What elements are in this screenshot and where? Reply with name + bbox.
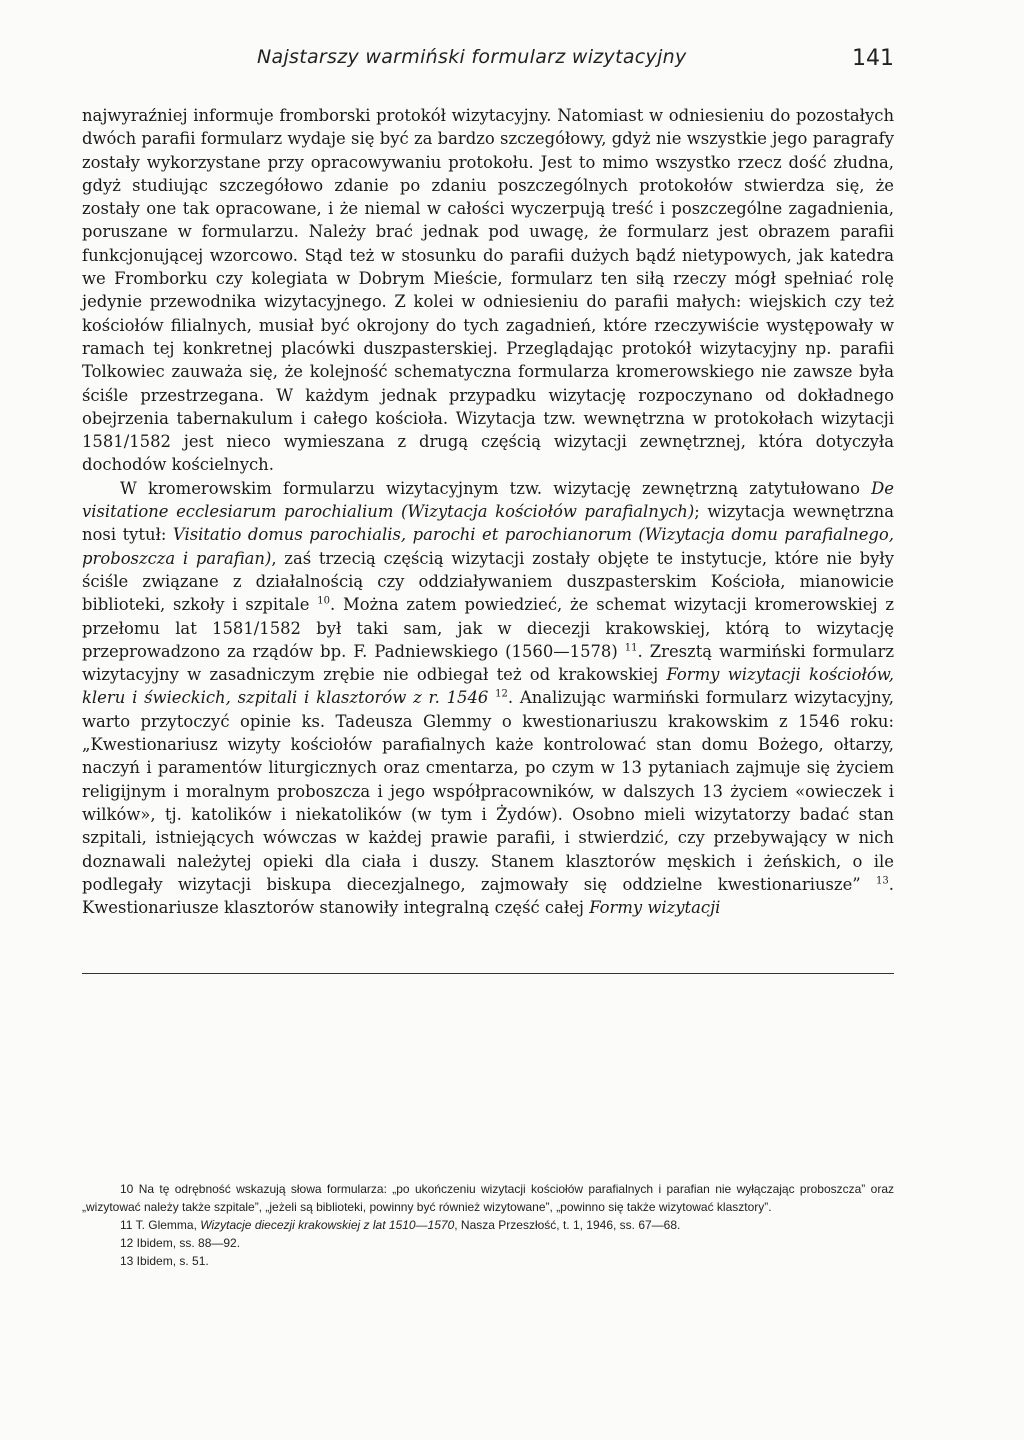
paragraph-2-text-3: , zaś trzecią częścią wizytacji zostały objęte te instytucje, które nie były ściśle związane z działalnością czy oddziaływaniem duszpasterskim Kościoła, mianowicie biblioteki, szkoły i szpitale [82,548,894,615]
footnote-11-rest: , Nasza Przeszłość, t. 1, 1946, ss. 67—68. [454,1218,681,1232]
paragraph-2-text-1: W kromerowskim formularzu wizytacyjnym tzw. wizytację zewnętrzną zatytułowano [120,478,872,498]
paragraph-2-text-5: . Zresztą warmiński formularz wizytacyjny w zasadniczym zrębie nie odbiegał też od krakowskiej [82,641,894,685]
paragraph-1: najwyraźniej informuje fromborski protokół wizytacyjny. Natomiast w odniesieniu do pozostałych dwóch parafii formularz wydaje się być za bardzo szczegółowy, gdyż nie wszystkie jego paragrafy zostały wykorzystane przy opracowywaniu protokołu. Jest to mimo wszystko rzecz dość złudna, gdyż studiując szczegółowo zdanie po zdaniu poszczególnych protokołów stwierdza się, że zostały one tak opracowane, i że niemal w całości wyczerpują treść i poszczególne zagadnienia, poruszane w formularzu. Należy brać jednak pod uwagę, że formularz jest obrazem parafii funkcjonującej wzorcowo. Stąd też w stosunku do parafii dużych bądź nietypowych, jak katedra we Fromborku czy kolegiata w Dobrym Mieście, formularz ten siłą rzeczy mógł spełniać rolę jedynie przewodnika wizytacyjnego. Z kolei w odniesieniu do parafii małych: wiejskich czy też kościołów filialnych, musiał być okrojony do tych zagadnień, które rzeczywiście występowały w ramach tej konkretnej placówki duszpasterskiej. Przeglądając protokół wizytacyjny np. parafii Tolkowiec zauważa się, że kolejność schematyczna formularza kromerowskiego nie zawsze była ściśle przestrzegana. W każdym jednak przypadku wizytację rozpoczynano od dokładnego obejrzenia tabernakulum i całego kościoła. Wizytacja tzw. wewnętrzna w protokołach wizytacji 1581/1582 jest nieco wymieszana z drugą częścią wizytacji zewnętrznej, która dotyczyła dochodów kościelnych. [82,106,894,475]
page-header [82,42,894,82]
footnote-12: 12 Ibidem, ss. 88—92. [120,1236,241,1250]
footnote-13: 13 Ibidem, s. 51. [120,1254,209,1268]
footnotes [82,1180,894,1270]
footnote-11-title: Wizytacje diecezji krakowskiej z lat 1510—1570 [200,1218,455,1232]
paragraph-2-text-7: . Kwestionariusze klasztorów stanowiły integralną część całej [82,874,894,918]
italic-title-forma-end: Formy wizytacji [589,898,721,918]
footnote-divider [82,973,894,974]
footnote-ref-10: 10 [317,595,330,607]
main-text [82,104,894,919]
paragraph-2 [82,477,894,920]
italic-title-forma: Formy wizytacji kościołów, kleru i świeckich, szpitali i klasztorów z r. 1546 [82,665,894,708]
paragraph-2-text-4: . Można zatem powiedzieć, że schemat wizytacji kromerowskiej z przełomu lat 1581/1582 był taki sam, jak w diecezji krakowskiej, którą to wizytację przeprowadzono za rządów bp. F. Padniewskiego (1560—1578) [82,595,894,661]
latin-title-internal: Visitatio domus parochialis, parochi et parochianorum (Wizytacja domu parafialnego, proboszcza i parafian) [82,525,894,568]
paragraph-2-text-2: ; wizytacja wewnętrzna nosi tytuł: [82,502,894,545]
footnote-ref-13: 13 [876,875,889,887]
footnote-10: 10 Na tę odrębność wskazują słowa formularza: „po ukończeniu wizytacji kościołów parafialnych i parafian nie wyłączając proboszcza” oraz „wizytować należy także szpitale”, „jeżeli są biblioteki, powinny być również wizytowane”, „powinno się także wizytować klasztory”. [82,1182,894,1214]
paragraph-2-text-6: . Analizując warmiński formularz wizytacyjny, warto przytoczyć opinie ks. Tadeusza Glemmy o kwestionariuszu krakowskim z 1546 roku: „Kwestionariusz wizyty kościołów parafialnych każe kontrolować stan domu Bożego, ołtarzy, naczyń i paramentów liturgicznych oraz cmentarza, po czym w 13 pytaniach zajmuje się życiem religijnym i moralnym proboszcza i jego współpracowników, w dalszych 13 życiem «owieczek i wilków», tj. katolików i niekatolików (w tym i Żydów). Osobno mieli wizytatorzy badać stan szpitali, istniejących wówczas w każdej prawie parafii, i stwierdzić, czy przebywający w nich doznawali należytej opieki dla ciała i duszy. Stanem klasztorów męskich i żeńskich, o ile podlegały wizytacji biskupa diecezjalnego, zajmowały się oddzielne kwestionariusze” [82,688,894,894]
footnote-11-author: 11 T. Glemma, [120,1218,201,1232]
footnote-11 [82,1216,894,1234]
footnote-ref-12: 12 [495,688,508,700]
latin-title-external: De visitatione ecclesiarum parochialium (Wizytacja kościołów parafialnych) [82,478,894,522]
footnote-ref-11: 11 [624,642,638,654]
page-number: 141 [852,46,894,71]
running-title: Najstarszy warmiński formularz wizytacyjny [257,46,687,68]
